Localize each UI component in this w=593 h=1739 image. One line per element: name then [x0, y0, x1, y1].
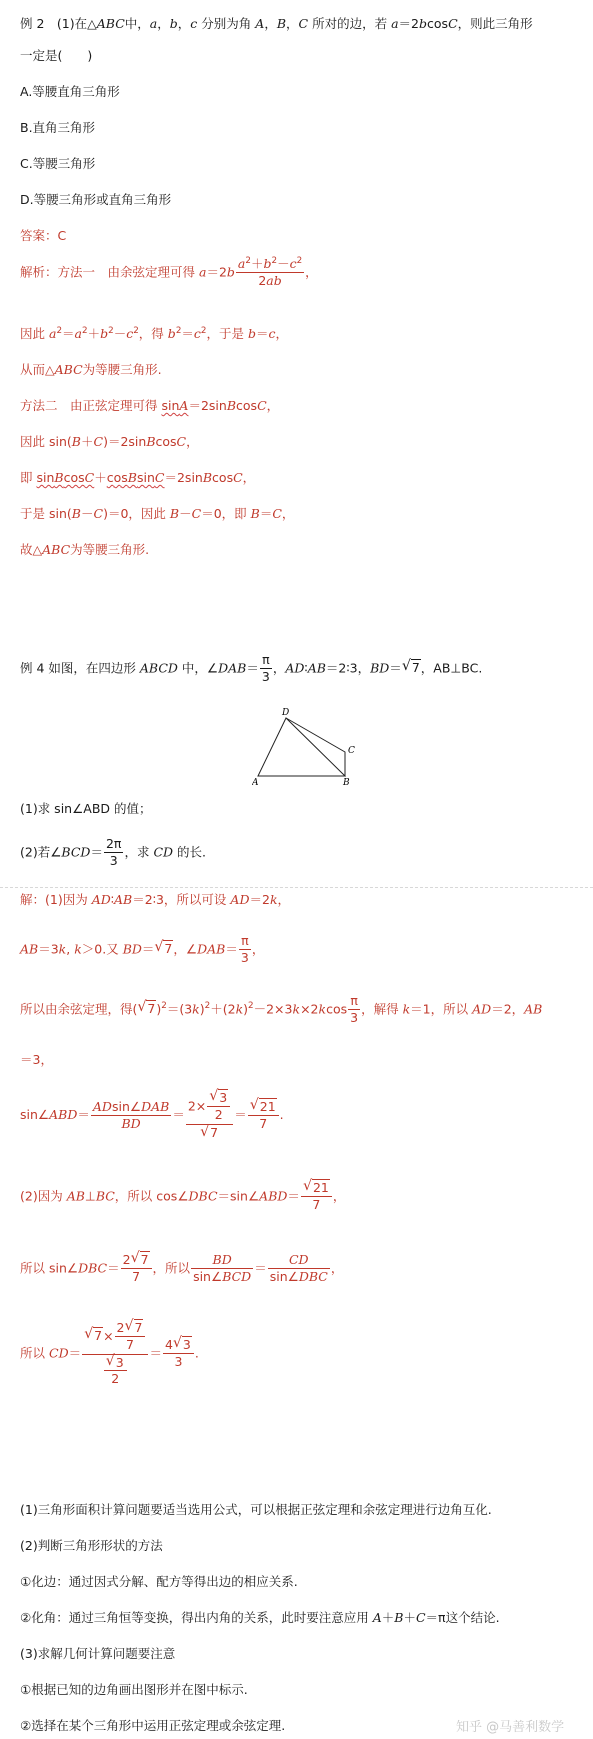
summary-line-4: ②化角：通过三角恒等变换，得出内角的关系，此时要注意应用 A＋B＋C＝π这个结论. [20, 1610, 500, 1625]
ex2-solution-line-5: 因此 sin(B＋C)＝2sinBcosC， [20, 434, 199, 449]
summary-line-5: (3)求解几何计算问题要注意 [20, 1646, 176, 1661]
ex4-solution-line-2: AB＝3k, k＞0.又 BD＝√ 7，∠DAB＝ $\frac{\pi}{3}$ ， [20, 933, 579, 967]
ex2-stem-line-2: 一定是( ) [20, 48, 93, 63]
label-b: B [343, 778, 350, 786]
ex4-solution-line-4: ＝3， [20, 1052, 53, 1067]
label-d: D [282, 708, 290, 718]
ex4-solution-line-1: 解：(1)因为 AD∶AB＝2∶3，所以可设 AD＝2k， [20, 892, 291, 907]
ex2-answer: 答案：C [20, 228, 67, 243]
option-b: B.直角三角形 [20, 120, 96, 135]
ex4-stem: 例 4 如图，在四边形 ABCD 中，∠DAB＝ $\frac{\pi}{3}$ ，AD∶AB＝2∶3，BD＝√ 7，AB⊥BC. [20, 652, 579, 686]
ex2-solution-line-6: 即 sinBcosC＋cosBsinC＝2sinBcosC， [20, 470, 256, 485]
ex4-solution-line-5: sin∠ABD＝ $\frac{\text{ADsin∠DAB}}{BD}$ ＝ 2× √ $\frac{3}{2}$ √ 7 ＝ √ $\frac{21}{7}$ . [20, 1090, 579, 1141]
summary-line-1: (1)三角形面积计算问题要适当选用公式，可以根据正弦定理和余弦定理进行边角互化. [20, 1502, 492, 1517]
ex2-solution-line-7: 于是 sin(B－C)＝0，因此 B－C＝0，即 B＝C， [20, 506, 295, 521]
option-d: D.等腰三角形或直角三角形 [20, 192, 172, 207]
option-a: A.等腰直角三角形 [20, 84, 120, 99]
label-a: A [252, 778, 259, 786]
summary-line-7: ②选择在某个三角形中运用正弦定理或余弦定理. [20, 1718, 286, 1733]
ex2-solution-line-1: 解析：方法一 由余弦定理可得 a＝2b $\frac{a^2+b^2-c^2}{2ab}$ ， [20, 256, 318, 288]
option-c: C.等腰三角形 [20, 156, 96, 171]
zhihu-watermark: 知乎 @马善利数学 [456, 1720, 565, 1735]
summary-line-2: (2)判断三角形形状的方法 [20, 1538, 163, 1553]
ex4-solution-line-3: 所以由余弦定理，得(√ $7)^2=(3k)^2+(2k)^2-2\times 3k\times 2kcos$ $\frac{\pi}{3}$ ，解得 k＝1，所以 AD＝2，AB [20, 993, 579, 1027]
ex2-stem-line-1: 例 2 (1)在△ABC中，a，b，c 分别为角 A，B，C 所对的边，若 a＝2bcosC，则此三角形 [20, 16, 533, 31]
ex4-solution-line-7: 所以 sin∠DBC＝ $\frac{2√ 7}{7}$ ，所以 $\frac{BD}{\text{sin∠BCD}}$ ＝ $\frac{CD}{\text{sin∠DBC}}$ ， [20, 1252, 579, 1286]
summary-line-3: ①化边：通过因式分解、配方等得出边的相应关系. [20, 1574, 298, 1589]
ex2-solution-line-3: 从而△ABC为等腰三角形. [20, 362, 162, 377]
label-c: C [348, 746, 355, 756]
ex4-question-2: (2)若∠BCD＝ $\frac{2\pi}{3}$ ，求 CD 的长. [20, 836, 206, 868]
ex2-solution-line-2: 因此 $a^2=a^2+b^2-c^2$，得 $b^2=c^2$，于是 b＝c， [20, 325, 289, 341]
ex4-solution-line-8: 所以 CD＝ √ 7× $\frac{2√ 7}{7}$ √ $\frac{3}{2}$ ＝ $\frac{4√ 3}{3}$ . [20, 1320, 579, 1388]
ex4-solution-line-6: (2)因为 AB⊥BC，所以 cos∠DBC＝sin∠ABD＝ √ $\frac{21}{7}$ ， [20, 1180, 579, 1214]
ex2-solution-line-4: 方法二 由正弦定理可得 sinA＝2sinBcosC， [20, 398, 280, 413]
ex4-question-1: (1)求 sin∠ABD 的值； [20, 801, 152, 816]
section-divider [0, 887, 593, 888]
cosine-fraction: $\frac{a^2+b^2-c^2}{2ab}$ [237, 256, 303, 288]
summary-line-6: ①根据已知的边角画出图形并在图中标示. [20, 1682, 248, 1697]
quadrilateral-figure [252, 706, 358, 786]
ex2-solution-line-8: 故△ABC为等腰三角形. [20, 542, 150, 557]
